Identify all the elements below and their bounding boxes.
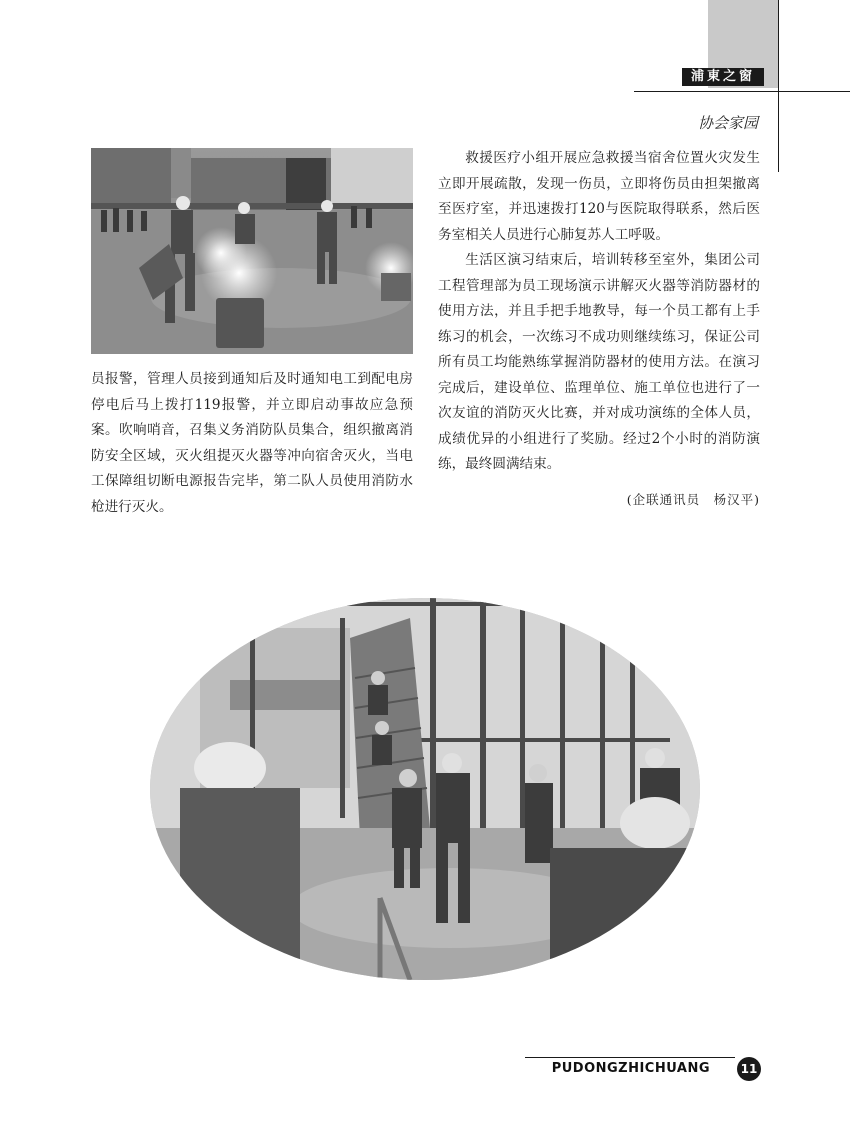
article-right-column (438, 146, 760, 478)
page-number: 11 (737, 1057, 761, 1081)
footer-rule (525, 1057, 735, 1058)
header-rule-vertical (778, 0, 779, 172)
article-paragraph: 救援医疗小组开展应急救援当宿舍位置火灾发生立即开展疏散，发现一伤员，立即将伤员由担架撤离至医疗室，并迅速拨打120与医院取得联系，然后医务室相关人员进行心肺复苏人工呼吸。 (438, 150, 760, 243)
section-title: 协会家园 (697, 114, 758, 132)
evacuation-drill-photo (150, 598, 700, 980)
footer-magazine-name: PUDONGZHICHUANG (551, 1061, 710, 1076)
fire-extinguisher-drill-photo (91, 148, 413, 354)
masthead-badge: 浦東之窗 (682, 68, 764, 86)
article-left-column (91, 367, 413, 520)
article-paragraph: 员报警，管理人员接到通知后及时通知电工到配电房停电后马上拨打119报警，并立即启动事故应急预案。吹响哨音，召集义务消防队员集合，组织撤离消防安全区域，灭火组提灭火器等冲向宿舍灭火，当电工保障组切断电源报告完毕，第二队人员使用消防水枪进行灭火。 (91, 371, 413, 515)
article-paragraph: 生活区演习结束后，培训转移至室外，集团公司工程管理部为员工现场演示讲解灭火器等消防器材的使用方法，并且手把手地教导，每一个员工都有上手练习的机会，一次练习不成功则继续练习，保证公司所有员工均能熟练掌握消防器材的使用方法。在演习完成后，建设单位、监理单位、施工单位也进行了一次友谊的消防灭火比赛，并对成功演练的全体人员，成绩优异的小组进行了奖励。经过2个小时的消防演练，最终圆满结束。 (438, 252, 760, 472)
header-rule-horizontal (634, 91, 850, 92)
byline: (企联通讯员 杨汉平) (626, 492, 760, 507)
